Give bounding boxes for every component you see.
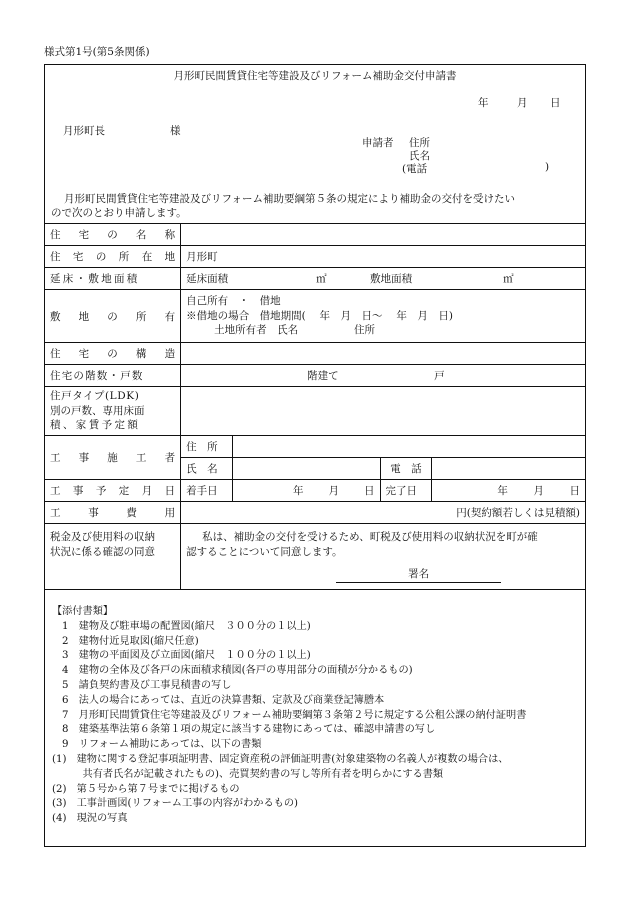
unit-type-field[interactable]	[181, 387, 586, 436]
location-field[interactable]: 月形町	[181, 246, 586, 268]
site-area-unit: ㎡	[503, 273, 514, 285]
label-housing-name: 住 宅 の 名 称	[45, 224, 181, 246]
attachment-subitem: 共有者氏名が記載されたもの)、売買契約書の写し等所有者を明らかにする書類	[52, 768, 444, 780]
end-month: 月	[533, 485, 544, 497]
end-date-field[interactable]	[432, 480, 586, 502]
attachment-subitem: (1) 建物に関する登記事項証明書、固定資産税の評価証明書(対象建築物の名義人が複数の場合は、	[52, 753, 509, 765]
contractor-address-label: 住 所	[181, 436, 233, 458]
label-cost: 工 事 費 用	[45, 502, 181, 524]
form-title: 月形町民間賃貸住宅等建設及びリフォーム補助金交付申請書	[173, 70, 457, 82]
start-day: 日	[364, 485, 375, 497]
attachments-list	[52, 605, 526, 827]
label-floors: 住宅の階数・戸数	[45, 365, 181, 387]
label-ownership: 敷 地 の 所 有	[45, 290, 181, 343]
attachment-subitem: (3) 工事計画図(リフォーム工事の内容がわかるもの)	[52, 798, 298, 810]
attachments-heading: 【添付書類】	[52, 606, 114, 617]
applicant-phone: (電話	[402, 163, 428, 175]
ownership-line-2: ※借地の場合 借地期間( 年 月 日～ 年 月 日)	[186, 309, 453, 322]
ownership-line-3: 土地所有者 氏名 住所	[214, 324, 375, 337]
attachment-item: 5 請負契約書及び工事見積書の写し	[62, 679, 232, 691]
floors-stories: 階建て	[307, 370, 339, 382]
ownership-line-1: 自己所有 ・ 借地	[186, 295, 281, 308]
attachment-item: 3 建物の平面図及び立面図(縮尺 １００分の１以上)	[62, 650, 311, 662]
consent-label-line-1: 税金及び使用料の収納	[50, 531, 155, 543]
contractor-phone-label: 電 話	[380, 458, 432, 480]
start-year: 年	[292, 485, 304, 497]
start-date-field[interactable]	[232, 480, 380, 502]
applicant-label: 申請者	[362, 137, 394, 149]
intro-line-2: ので次のとおり申請します。	[51, 207, 187, 219]
addressee-name: 月形町長	[63, 125, 105, 137]
label-unit-type	[45, 387, 181, 436]
start-date-label: 着手日	[181, 480, 233, 502]
intro-line-1: 月形町民間賃貸住宅等建設及びリフォーム補助要綱第５条の規定により補助金の交付を受けたい	[64, 193, 515, 205]
application-table	[44, 223, 586, 590]
area-field[interactable]	[181, 268, 586, 290]
date-year: 年	[478, 97, 489, 109]
attachment-item: 2 建物付近見取図(縮尺任意)	[62, 635, 199, 647]
attachment-item: 6 法人の場合にあっては、直近の決算書類、定款及び商業登記簿謄本	[62, 694, 385, 706]
unit-type-line-2: 別の戸数、専用床面	[50, 404, 145, 417]
contractor-address-field[interactable]	[232, 436, 585, 458]
attachment-subitem: (4) 現況の写真	[52, 813, 128, 825]
consent-field	[181, 524, 586, 590]
attachment-subitem: (2) 第５号から第７号までに掲げるもの	[52, 783, 240, 795]
label-contractor: 工 事 施 工 者	[45, 436, 181, 480]
end-year: 年	[497, 485, 508, 497]
applicant-phone-close: )	[545, 161, 550, 173]
attachment-item: 9 リフォーム補助にあっては、以下の書類	[62, 739, 262, 751]
floors-field[interactable]	[181, 365, 586, 387]
contractor-name-field[interactable]	[232, 458, 380, 480]
form-number: 様式第1号(第5条関係)	[44, 46, 150, 58]
label-schedule: 工 事 予 定 月 日	[45, 480, 181, 502]
ownership-field[interactable]	[181, 290, 586, 343]
start-month: 月	[328, 485, 339, 497]
attachment-item: 1 建物及び駐車場の配置図(縮尺 ３００分の１以上)	[62, 620, 311, 632]
date-month: 月	[517, 97, 528, 109]
consent-text-line-1: 私は、補助金の交付を受けるため、町税及び使用料の収納状況を町が確	[202, 531, 538, 543]
floors-units: 戸	[434, 370, 445, 382]
end-day: 日	[569, 485, 580, 497]
consent-text-line-2: 認することについて同意します。	[186, 546, 343, 558]
site-area-label: 敷地面積	[370, 273, 413, 285]
floor-area-unit: ㎡	[316, 273, 327, 285]
attachment-item: 4 建物の全体及び各戸の床面積求積図(各戸の専用部分の面積が分かるもの)	[62, 665, 413, 677]
signature-line[interactable]: 署名	[336, 567, 501, 583]
consent-label-line-2: 状況に係る確認の同意	[50, 546, 155, 558]
label-area: 延床・敷地面積	[45, 268, 181, 290]
contractor-phone-field[interactable]	[432, 458, 586, 480]
label-structure: 住 宅 の 構 造	[45, 343, 181, 365]
cost-field[interactable]: 円(契約額若しくは見積額)	[181, 502, 586, 524]
unit-type-line-3: 積、家賃予定額	[50, 419, 141, 432]
attachment-item: 7 月形町民間賃貸住宅等建設及びリフォーム補助要綱第３条第２号に規定する公租公課の納付証明書	[62, 709, 527, 721]
label-consent	[45, 524, 181, 590]
unit-type-line-1: 住戸タイプ(LDK)	[50, 390, 140, 403]
date-day: 日	[550, 97, 561, 109]
applicant-name: 氏名	[409, 150, 430, 162]
floor-area-label: 延床面積	[186, 273, 229, 285]
addressee-honorific: 様	[170, 125, 181, 137]
contractor-name-label: 氏 名	[181, 458, 233, 480]
end-date-label: 完了日	[380, 480, 432, 502]
applicant-address: 住所	[409, 137, 430, 149]
structure-field[interactable]	[181, 343, 586, 365]
housing-name-field[interactable]	[181, 224, 586, 246]
attachment-item: 8 建築基準法第６条第１項の規定に該当する建物にあっては、確認申請書の写し	[62, 724, 436, 736]
label-location: 住 宅 の 所 在 地	[45, 246, 181, 268]
